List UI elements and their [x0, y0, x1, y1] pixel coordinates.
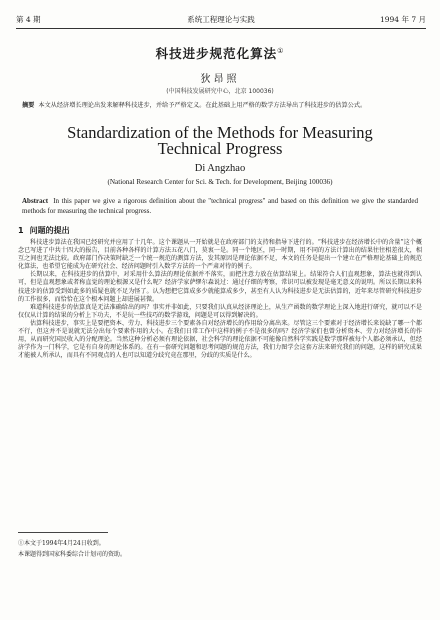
- section-heading: [18, 225, 70, 236]
- paragraph: 难道科技进步的估算真是无法准确给出的吗？事实并非如此，只要我们认真从经济理论上，从生产函数的数学理论上深入地进行研究，就可以不是仅仅从计算的结果的分析上下功夫，不是玩一些技巧的数学游戏，问题是可以得到解决的。: [18, 303, 422, 319]
- journal-name: 系统工程理论与实践: [187, 15, 255, 24]
- english-title-line-2: Technical Progress: [157, 139, 283, 158]
- body-text: [18, 239, 422, 360]
- section-number: 1: [18, 226, 24, 235]
- english-abstract-text: In this paper we give a rigorous definition about the "technical progress" and based on this definition we give the standarded methods for measuring the technical progress.: [22, 197, 418, 215]
- chinese-abstract-label: 摘要: [22, 102, 35, 109]
- issue-date: 1994 年 7 月: [379, 15, 426, 24]
- footnote-rule: [18, 532, 108, 533]
- running-header: [16, 12, 426, 29]
- english-abstract-label: Abstract: [22, 197, 49, 205]
- english-abstract: [22, 196, 418, 216]
- chinese-abstract-text: 本文从经济增长理论出发来解释科技进步，并给予严格定义。在此基础上用严格的数学方法导出了科技进步的估算公式。: [38, 102, 367, 109]
- footnote-received: ①本文于1994年4月24日收到。: [18, 540, 105, 547]
- chinese-abstract: [22, 100, 418, 111]
- paragraph: 长期以来，在科技进步的估算中，对采用什么算法的理论依据并不落实，而把注意力放在估算结果上。结果符合人们直观想象，算法也就得到认可，但是直观想象或者称直觉的理论根源又是什么呢？经济学家萨缪尔森说过：通过仔细的考察，常识可以被发现是毫无意义的说明。所以长期以来科技进步的估算受到如此多的质疑也就不足为怪了。认为想把它算成多少就能算成多少，甚至有人认为科技进步是无法估算的，近年来尽管研究科技进步的工作很多，而恰恰在这个根本问题上却进展甚微。: [18, 271, 422, 303]
- section-title: 问题的提出: [29, 226, 70, 235]
- english-title-line-1: Standardization of the Methods for Measuring: [67, 123, 373, 142]
- english-title: [0, 125, 440, 157]
- title-footnote-mark: ①: [277, 46, 285, 55]
- chinese-title: [0, 44, 440, 62]
- english-affiliation: (National Research Center for Sci. & Tech. for Development, Beijing 100036): [107, 178, 333, 186]
- footnote-funding: 本课题得到国家科委综合计划司的资助。: [18, 551, 127, 558]
- issue-number: 第 4 期: [16, 15, 41, 24]
- chinese-author: 狄昂照: [200, 74, 240, 85]
- paragraph: 估算科技进步，事实上是要把资本、劳力、科技进步三个要素各自对经济增长的作用给分离出来。尽管这三个要素对于经济增长来说缺了哪一个都不行，但这并不是说就无法分出每个要素作用的大小。在我们日常工作中这样的例子不是很多的吗？经济学家们也曾分析资本、劳力对经济增长的作用，从而研究国民收入的分配理论。当然这种分析必须有理论依据，社会科学的理论依据不可能像自然科学实践是数学那样被每个人都必须承认，但经济学作为一门科学，它是有自身的理论体系的。在有一套研究问题和思考问题的规范方法，我们力图学会这套方法来研究我们的问题，这样的研究成果才能被人所承认，而具有不同观点的人也可以知道分歧究竟在那里，分歧的实质是什么。: [18, 319, 422, 360]
- chinese-title-text: 科技进步规范化算法: [155, 46, 278, 61]
- english-author: Di Angzhao: [194, 163, 246, 174]
- paragraph: 科技进步算法在我国已经研究并应用了十几年。这个课题从一开始就是在政府部门的支持和指导下进行的。“科技进步在经济增长中的含量”这个概念已写进了中共十四大的报告，目前各种各样的计算方法五花八门，莫衷一是。同一个地区，同一时期，用不同的方法计算出的结果往往相差很大，相互之间也无法比较。政府部门作决策时缺乏一个统一规范的测算方法，发其原因是理论依据不足，本文的任务是提出一个建立在严格理论基础上的规范化算法，也希望它能成为在研究社会、经济问题时引入数学方法的一个严肃对待的例子。: [18, 239, 422, 271]
- chinese-affiliation: (中国科技发展研究中心，北京 100036): [166, 88, 274, 95]
